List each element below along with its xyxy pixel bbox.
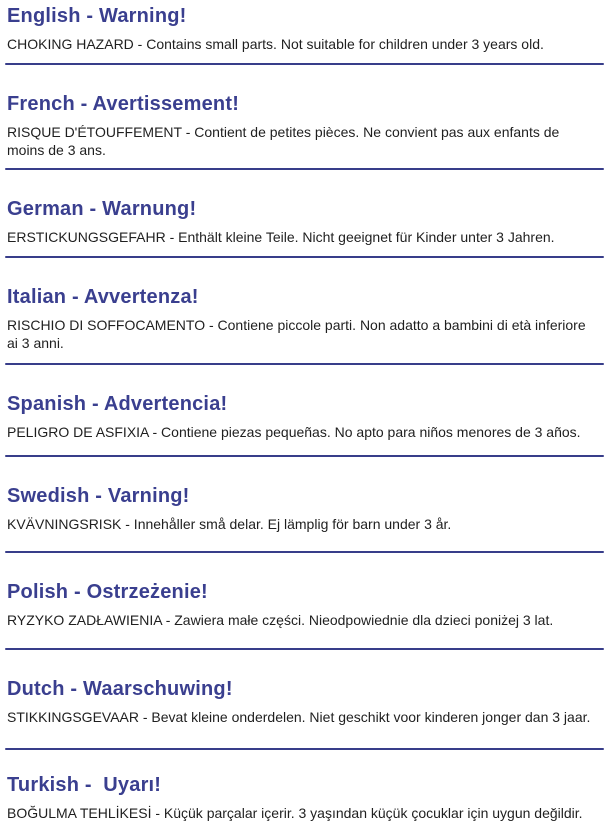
section-heading: Polish - Ostrzeżenie!	[7, 581, 208, 603]
section-body: PELIGRO DE ASFIXIA - Contiene piezas pequeñas. No apto para niños menores de 3 años.	[7, 424, 581, 440]
section-heading: Italian - Avvertenza!	[7, 286, 199, 308]
warning-section-spanish	[0, 365, 606, 457]
warning-section-swedish	[0, 457, 606, 553]
section-heading: French - Avertissement!	[7, 93, 240, 115]
warning-section-french	[0, 65, 606, 170]
warning-section-dutch	[0, 650, 606, 750]
section-heading: German - Warnung!	[7, 198, 197, 220]
section-body: RYZYKO ZADŁAWIENIA - Zawiera małe części. Nieodpowiednie dla dzieci poniżej 3 lat.	[7, 612, 554, 628]
warning-section-italian	[0, 258, 606, 365]
section-heading: Spanish - Advertencia!	[7, 393, 228, 415]
section-heading: Swedish - Varning!	[7, 485, 190, 507]
section-body: RISQUE D'ÉTOUFFEMENT - Contient de petites pièces. Ne convient pas aux enfants de moins de 3 ans.	[7, 124, 560, 158]
section-body: KVÄVNINGSRISK - Innehåller små delar. Ej lämplig för barn under 3 år.	[7, 516, 452, 532]
warning-section-english	[0, 0, 606, 65]
section-body: STIKKINGSGEVAAR - Bevat kleine onderdelen. Niet geschikt voor kinderen jonger dan 3 jaar.	[7, 709, 591, 725]
warning-section-polish	[0, 553, 606, 650]
section-body: CHOKING HAZARD - Contains small parts. Not suitable for children under 3 years old.	[7, 36, 544, 52]
section-body: BOĞULMA TEHLİKESİ - Küçük parçalar içerir. 3 yaşından küçük çocuklar için uygun değildir.	[7, 805, 583, 821]
warning-section-turkish	[0, 750, 606, 826]
warning-section-german	[0, 170, 606, 258]
section-heading: Turkish - Uyarı!	[7, 774, 162, 796]
section-body: ERSTICKUNGSGEFAHR - Enthält kleine Teile. Nicht geeignet für Kinder unter 3 Jahren.	[7, 229, 555, 245]
section-body: RISCHIO DI SOFFOCAMENTO - Contiene piccole parti. Non adatto a bambini di età inferiore ai 3 anni.	[7, 317, 586, 351]
section-heading: Dutch - Waarschuwing!	[7, 678, 233, 700]
section-heading: English - Warning!	[7, 5, 187, 27]
